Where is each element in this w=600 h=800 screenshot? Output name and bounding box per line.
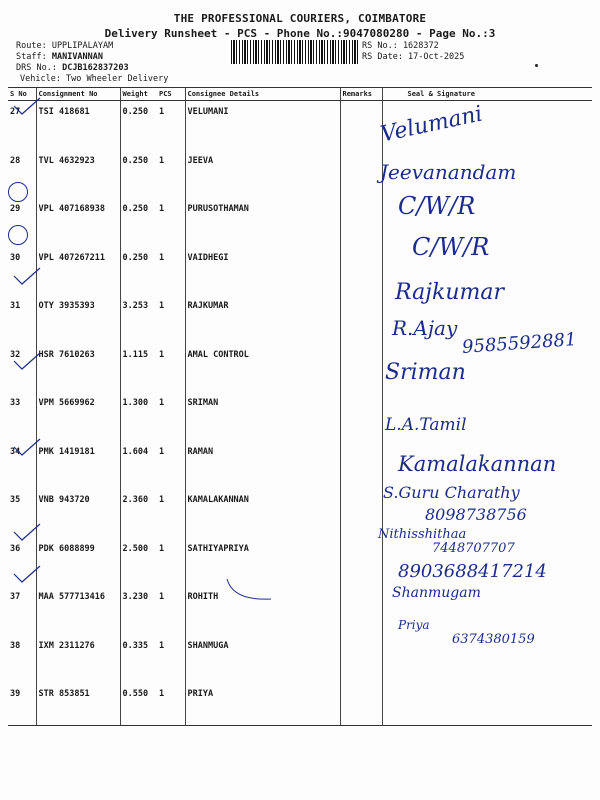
tick-mark (12, 437, 42, 459)
ink-dot (535, 64, 538, 67)
row-pcs: 1 (159, 155, 165, 166)
row-sno: 27 (10, 107, 21, 117)
row-consignment: IXM 2311276 (36, 635, 120, 684)
col-weight: Weight (120, 88, 157, 101)
row-sno: 38 (10, 640, 21, 651)
row-sno: 35 (10, 495, 21, 505)
pen-stroke (225, 575, 275, 605)
row-remarks (340, 392, 382, 441)
signature-28: Jeevanandam (380, 160, 517, 184)
staff-label: Staff: (16, 52, 47, 62)
phone-37: 7448707707 (432, 541, 515, 556)
row-consignee: AMAL CONTROL (185, 344, 340, 393)
signature-27: Velumani (378, 101, 485, 148)
row-consignee: SRIMAN (185, 392, 340, 441)
row-consignment: HSR 7610263 (36, 344, 120, 393)
drs-label: DRS No.: (16, 63, 57, 73)
row-weight: 1.300 (120, 392, 157, 441)
row-consignment: VPL 407168938 (36, 198, 120, 247)
row-consignment: VNB 943720 (36, 489, 120, 538)
row-consignee: JEEVA (185, 150, 340, 199)
table-row (8, 586, 592, 635)
circle-mark (8, 182, 28, 202)
signature-33: Sriman (385, 360, 466, 385)
row-weight: 0.335 (120, 635, 157, 684)
row-weight: 1.604 (120, 441, 157, 490)
row-weight: 0.250 (120, 101, 157, 150)
tick-mark (12, 266, 42, 288)
tick-mark (12, 351, 42, 373)
note-29: C/W/R (398, 192, 476, 220)
drs-line (16, 63, 129, 73)
row-pcs: 1 (159, 107, 165, 117)
route-label: Route: UPPLIPALAYAM (16, 41, 114, 51)
row-consignment: PMK 1419181 (36, 441, 120, 490)
row-weight: 2.500 (120, 538, 157, 587)
row-pcs: 1 (159, 592, 165, 602)
table-row (8, 247, 592, 296)
row-signature (382, 683, 592, 726)
table-header-row (8, 88, 592, 101)
row-weight: 3.230 (120, 586, 157, 635)
row-remarks (340, 344, 382, 393)
row-consignee: PURUSOTHAMAN (185, 198, 340, 247)
row-pcs: 1 (159, 252, 165, 263)
barcode (231, 40, 358, 64)
row-sno: 29 (10, 204, 21, 214)
row-consignee: SATHIYAPRIYA (185, 538, 340, 587)
staff-name: MANIVANNAN (51, 52, 104, 62)
row-remarks (340, 101, 382, 150)
row-weight: 2.360 (120, 489, 157, 538)
col-pcs: PCS (157, 88, 185, 101)
signature-38: Shanmugam (392, 585, 481, 601)
page-title: THE PROFESSIONAL COURIERS, COIMBATORE (173, 12, 427, 25)
rs-date: RS Date: 17-Oct-2025 (362, 52, 465, 62)
col-sno: S No (8, 88, 36, 101)
signature-35: Kamalakannan (398, 452, 557, 476)
row-weight: 0.250 (120, 150, 157, 199)
row-pcs: 1 (159, 495, 165, 505)
row-remarks (340, 635, 382, 684)
row-sno: 30 (10, 252, 21, 263)
signature-31: Rajkumar (395, 280, 505, 305)
row-sno: 36 (10, 543, 21, 554)
row-consignment: PDK 6088899 (36, 538, 120, 587)
phone-32: 9585592881 (461, 329, 578, 358)
phone-39: 6374380159 (452, 632, 535, 647)
row-pcs: 1 (159, 398, 165, 408)
row-remarks (340, 441, 382, 490)
row-pcs: 1 (159, 446, 165, 457)
staff-line (16, 52, 103, 62)
row-weight: 0.250 (120, 198, 157, 247)
row-weight: 1.115 (120, 344, 157, 393)
rs-number: RS No.: 1628372 (362, 41, 439, 51)
row-consignee: PRIYA (185, 683, 340, 726)
circle-mark (8, 225, 28, 245)
table-row (8, 392, 592, 441)
row-remarks (340, 586, 382, 635)
row-consignee: VELUMANI (185, 101, 340, 150)
row-consignment: VPL 407267211 (36, 247, 120, 296)
signature-34: L.A.Tamil (385, 415, 467, 435)
row-consignment: OTY 3935393 (36, 295, 120, 344)
row-pcs: 1 (159, 204, 165, 214)
row-sno: 34 (10, 446, 21, 457)
col-remarks: Remarks (340, 88, 382, 101)
row-remarks (340, 247, 382, 296)
row-sno: 31 (10, 301, 21, 311)
col-consignee: Consignee Details (185, 88, 340, 101)
row-remarks (340, 683, 382, 726)
phone-36: 8098738756 (425, 505, 527, 524)
tick-mark (12, 522, 42, 544)
row-consignment: TVL 4632923 (36, 150, 120, 199)
signature-36: S.Guru Charathy (383, 483, 520, 502)
row-consignment: MAA 577713416 (36, 586, 120, 635)
row-sno: 39 (8, 683, 36, 726)
row-weight: 0.550 (120, 683, 157, 726)
row-consignee: ROHITH (185, 586, 340, 635)
row-remarks (340, 489, 382, 538)
row-consignee: VAIDHEGI (185, 247, 340, 296)
row-consignee: KAMALAKANNAN (185, 489, 340, 538)
row-consignee: RAJKUMAR (185, 295, 340, 344)
signature-37: Nithisshithaa (378, 527, 467, 542)
row-weight: 0.250 (120, 247, 157, 296)
signature-39: Priya (398, 618, 430, 632)
row-sno: 28 (10, 155, 21, 166)
signature-32: R.Ajay (392, 316, 458, 340)
row-consignment: TSI 418681 (36, 101, 120, 150)
vehicle-label: Vehicle: Two Wheeler Delivery (20, 74, 169, 84)
col-signature: Seal & Signature (382, 88, 592, 101)
row-consignment: STR 853851 (36, 683, 120, 726)
row-remarks (340, 150, 382, 199)
drs-number: DCJB162837203 (62, 63, 129, 73)
tick-mark (12, 96, 42, 118)
row-consignment: VPM 5669962 (36, 392, 120, 441)
row-pcs: 1 (159, 543, 165, 554)
row-sno: 37 (10, 592, 21, 602)
table-row (8, 198, 592, 247)
row-remarks (340, 295, 382, 344)
row-pcs: 1 (159, 640, 165, 651)
tick-mark (12, 564, 42, 586)
table-row (8, 683, 592, 726)
row-pcs: 1 (159, 349, 165, 360)
row-consignee: RAMAN (185, 441, 340, 490)
row-pcs: 1 (159, 301, 165, 311)
row-sno: 33 (10, 398, 21, 408)
row-weight: 3.253 (120, 295, 157, 344)
row-remarks (340, 198, 382, 247)
row-remarks (340, 538, 382, 587)
row-consignee: SHANMUGA (185, 635, 340, 684)
page-subtitle: Delivery Runsheet - PCS - Phone No.:9047080280 - Page No.:3 (104, 27, 496, 40)
note-30: C/W/R (412, 233, 490, 261)
col-consignment: Consignment No (36, 88, 120, 101)
phone-38: 8903688417214 (398, 561, 547, 582)
table-row (8, 101, 592, 150)
row-pcs: 1 (157, 683, 185, 726)
row-sno: 32 (10, 349, 21, 360)
